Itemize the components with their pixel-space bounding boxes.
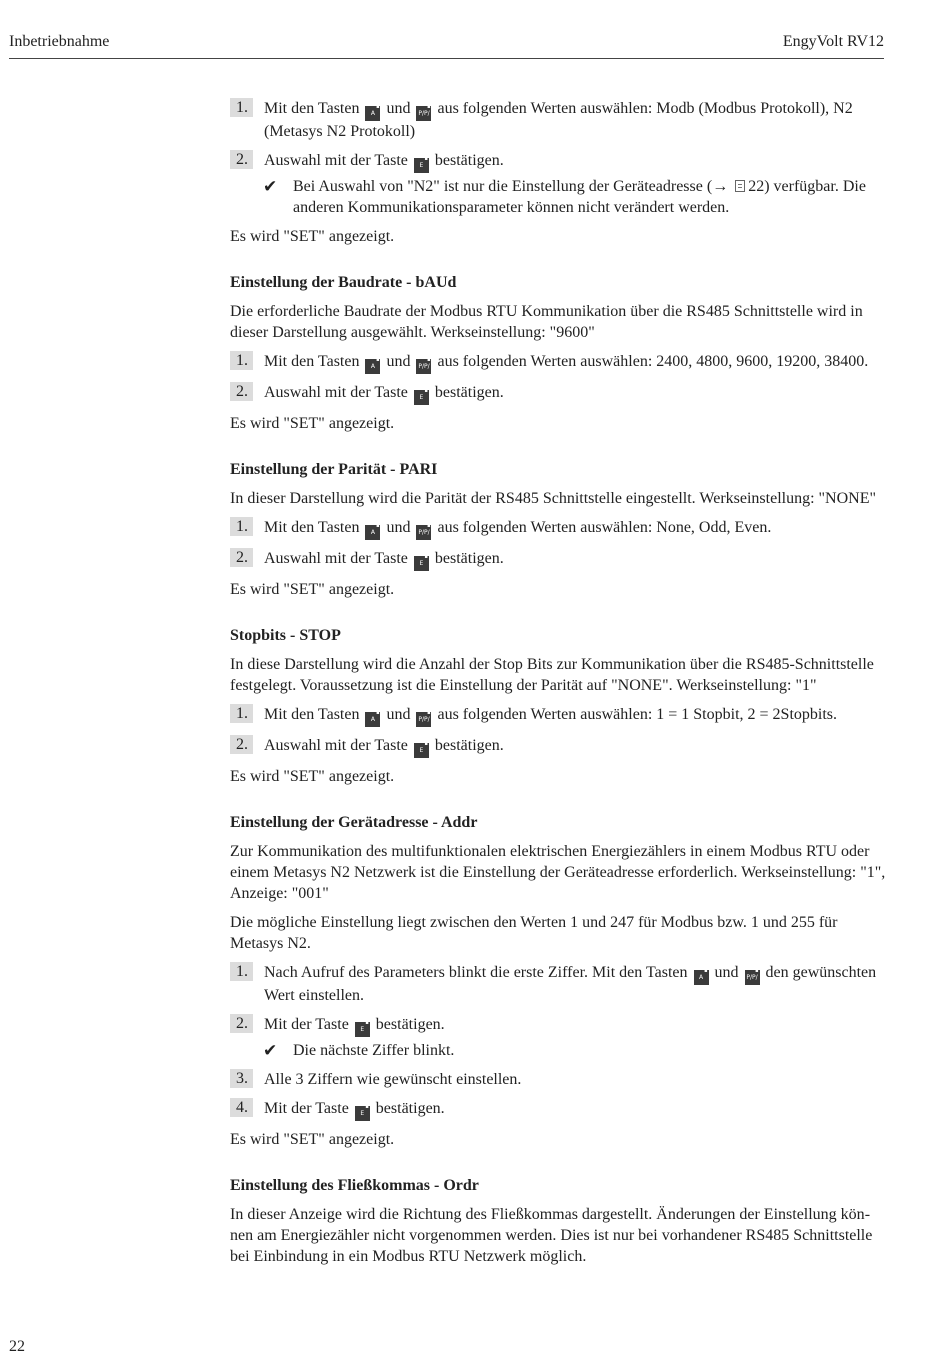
key-a-icon: A ▪ bbox=[694, 970, 709, 985]
result-text: Die nächste Ziffer blinkt. bbox=[293, 1042, 455, 1059]
step-number: 2. bbox=[230, 382, 253, 401]
step-text: Auswahl mit der Taste E ▪ bestätigen. bbox=[264, 548, 886, 571]
step-number: 2. bbox=[230, 150, 253, 169]
step-1 bbox=[230, 351, 886, 374]
key-e-icon: E ▪ bbox=[355, 1022, 370, 1037]
set-message: Es wird "SET" angezeigt. bbox=[230, 228, 395, 245]
document-icon bbox=[735, 180, 745, 192]
key-a-icon: A ▪ bbox=[365, 359, 380, 374]
step-text: Mit der Taste E ▪ bestätigen. bbox=[264, 1098, 886, 1121]
set-message: Es wird "SET" angezeigt. bbox=[230, 581, 395, 598]
section-heading-address: Einstellung der Gerätadresse - Addr bbox=[230, 814, 478, 831]
page-number: 22 bbox=[9, 1338, 25, 1355]
step-2 bbox=[230, 548, 886, 571]
section-intro-range: Die mögliche Einstellung liegt zwischen den Werten 1 und 247 für Modbus bzw. 1 und 255 für Metasys N2. bbox=[230, 914, 838, 952]
result-text: Bei Auswahl von "N2" ist nur die Einstellung der Geräteadresse (→ 22) verfügbar. Die anderen Kommunikationsparameter können nicht verändert werden. bbox=[293, 178, 866, 216]
header-divider bbox=[9, 58, 884, 59]
key-e-icon: E ▪ bbox=[414, 158, 429, 173]
step-1 bbox=[230, 704, 886, 727]
section-intro: In dieser Darstellung wird die Parität der RS485 Schnittstelle eingestellt. Werkseinstellung: "NONE" bbox=[230, 490, 877, 507]
step-number: 1. bbox=[230, 351, 253, 370]
step-result bbox=[263, 176, 886, 218]
step-number: 2. bbox=[230, 548, 253, 567]
step-1 bbox=[230, 962, 886, 1006]
key-p-icon: P/P/ ▪ bbox=[745, 970, 760, 985]
step-text: Mit den Tasten A ▪ und P/P/ ▪ aus folgenden Werten auswählen: 2400, 4800, 9600, 19200, 38400. bbox=[264, 351, 886, 374]
section-intro: Die erforderliche Baudrate der Modbus RTU Kommunikation über die RS485 Schnittstelle wird in dieser Darstellung ausgewählt. Werkseinstellung: "9600" bbox=[230, 303, 863, 341]
step-text: Auswahl mit der Taste E ▪ bestätigen. bbox=[264, 382, 886, 405]
step-2 bbox=[230, 382, 886, 405]
key-e-icon: E ▪ bbox=[355, 1106, 370, 1121]
step-3 bbox=[230, 1069, 886, 1090]
section-heading-baudrate: Einstellung der Baudrate - bAUd bbox=[230, 274, 457, 291]
set-message: Es wird "SET" angezeigt. bbox=[230, 415, 395, 432]
page-content bbox=[230, 98, 886, 1267]
key-a-icon: A ▪ bbox=[365, 106, 380, 121]
step-text: Alle 3 Ziffern wie gewünscht einstellen. bbox=[264, 1071, 522, 1088]
step-number: 1. bbox=[230, 98, 253, 117]
step-text: Auswahl mit der Taste E ▪ bestätigen. bbox=[264, 150, 886, 173]
step-number: 2. bbox=[230, 1014, 253, 1033]
step-text: Mit den Tasten A ▪ und P/P/ ▪ aus folgenden Werten auswählen: 1 = 1 Stopbit, 2 = 2Stopbits. bbox=[264, 704, 886, 727]
step-text: Mit den Tasten A ▪ und P/P/ ▪ aus folgenden Werten auswählen: Modb (Modbus Protokoll), N2 (Metasys N2 Protokoll) bbox=[264, 98, 886, 142]
step-text: Mit den Tasten A ▪ und P/P/ ▪ aus folgenden Werten auswählen: None, Odd, Even. bbox=[264, 517, 886, 540]
key-a-icon: A ▪ bbox=[365, 712, 380, 727]
checkmark-icon: ✔ bbox=[263, 1041, 278, 1060]
step-number: 1. bbox=[230, 962, 253, 981]
section-heading-stopbits: Stopbits - STOP bbox=[230, 627, 341, 644]
key-p-icon: P/P/ ▪ bbox=[416, 106, 431, 121]
step-number: 2. bbox=[230, 735, 253, 754]
key-p-icon: P/P/ ▪ bbox=[416, 712, 431, 727]
section-heading-decimal-point: Einstellung des Fließkommas - Ordr bbox=[230, 1177, 479, 1194]
header-section-title: Inbetriebnahme bbox=[9, 33, 110, 50]
set-message: Es wird "SET" angezeigt. bbox=[230, 1131, 395, 1148]
step-text: Nach Aufruf des Parameters blinkt die erste Ziffer. Mit den Tasten A ▪ und P/P/ ▪ den gewünschten Wert einstellen. bbox=[264, 962, 886, 1006]
key-e-icon: E ▪ bbox=[414, 743, 429, 758]
key-e-icon: E ▪ bbox=[414, 390, 429, 405]
step-2 bbox=[230, 735, 886, 758]
step-4 bbox=[230, 1098, 886, 1121]
key-e-icon: E ▪ bbox=[414, 556, 429, 571]
key-p-icon: P/P/ ▪ bbox=[416, 359, 431, 374]
set-message: Es wird "SET" angezeigt. bbox=[230, 768, 395, 785]
key-a-icon: A ▪ bbox=[365, 525, 380, 540]
step-number: 1. bbox=[230, 704, 253, 723]
step-number: 1. bbox=[230, 517, 253, 536]
step-2 bbox=[230, 150, 886, 173]
key-p-icon: P/P/ ▪ bbox=[416, 525, 431, 540]
step-1 bbox=[230, 517, 886, 540]
step-number: 3. bbox=[230, 1069, 253, 1088]
section-intro: Zur Kommunikation des multifunktionalen elektrischen Energiezählers in einem Modbus RTU oder einem Metasys N2 Netzwerk ist die Einstellung der Geräteadresse erforderlich. Werkseinstellung: "1", Anzeige: "001" bbox=[230, 843, 886, 902]
checkmark-icon: ✔ bbox=[263, 177, 278, 196]
step-2 bbox=[230, 1014, 886, 1037]
step-text: Mit der Taste E ▪ bestätigen. bbox=[264, 1014, 886, 1037]
header-product-name: EngyVolt RV12 bbox=[782, 33, 884, 50]
step-result bbox=[263, 1040, 886, 1061]
section-intro: In dieser Anzeige wird die Richtung des Fließkommas dargestellt. Änderungen der Einstellung können am Energiezähler nicht vorgenommen werden. Dies ist nur bei vorhandener RS485 Schnittstelle bei Einbindung in ein Modbus RTU Netzwerk möglich. bbox=[230, 1206, 873, 1265]
step-1 bbox=[230, 98, 886, 142]
section-intro: In diese Darstellung wird die Anzahl der Stop Bits zur Kommunikation über die RS485-Schnittstelle festgelegt. Voraussetzung ist die Einstellung der Parität auf "NONE". Werkseinstellung: "1" bbox=[230, 656, 874, 694]
section-heading-parity: Einstellung der Parität - PARI bbox=[230, 461, 438, 478]
step-number: 4. bbox=[230, 1098, 253, 1117]
arrow-right-icon: → bbox=[712, 178, 729, 195]
step-text: Auswahl mit der Taste E ▪ bestätigen. bbox=[264, 735, 886, 758]
